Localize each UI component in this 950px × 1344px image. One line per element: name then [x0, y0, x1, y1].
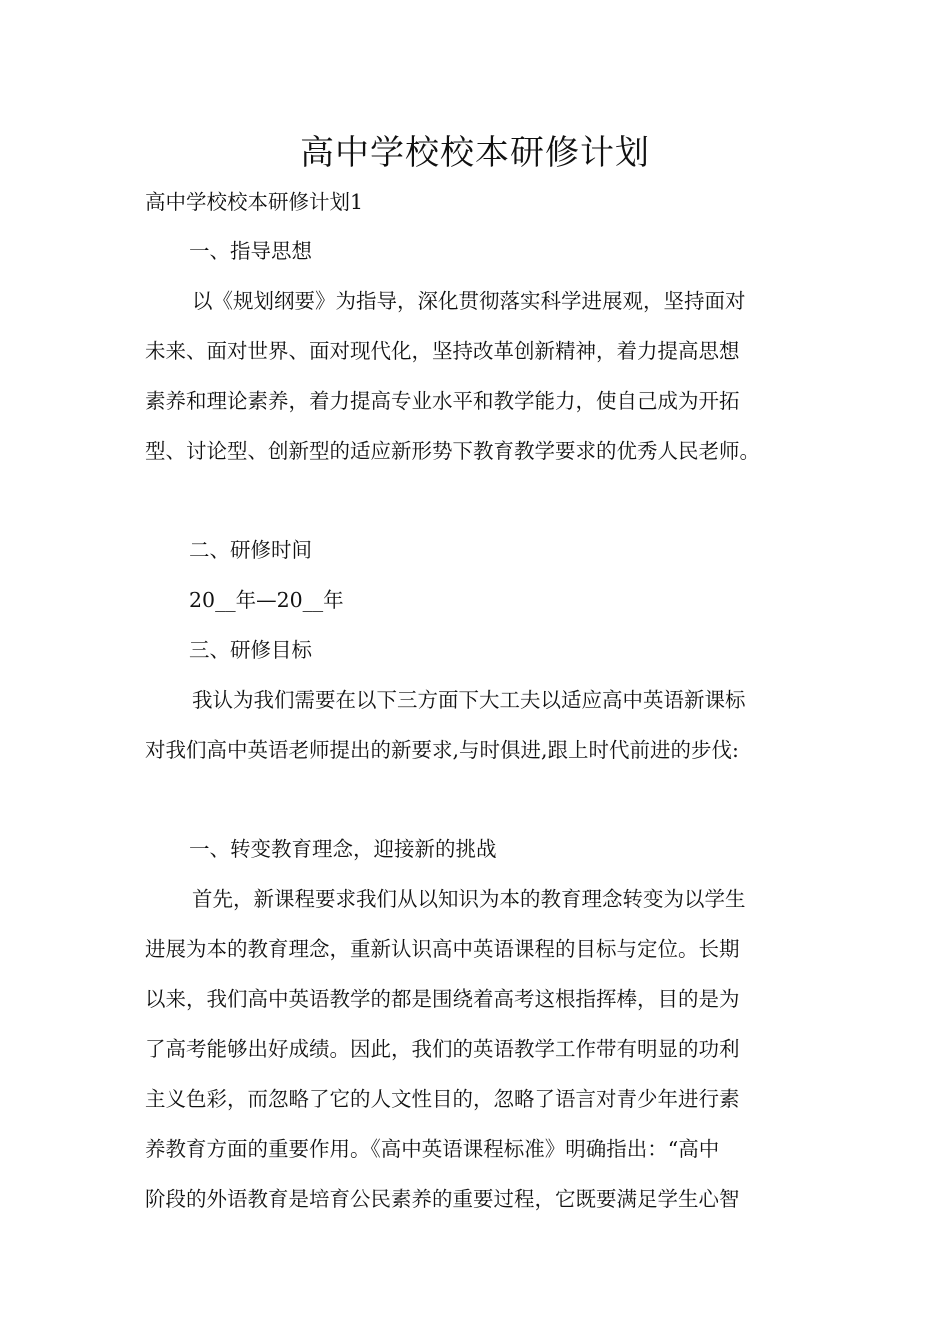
section-heading-training-goals: 三、研修目标 — [189, 638, 312, 662]
document-title: 高中学校校本研修计划 — [300, 133, 650, 173]
training-period: 20__年—20__年 — [189, 588, 344, 612]
paragraph-line: 我认为我们需要在以下三方面下大工夫以适应高中英语新课标 — [192, 688, 746, 712]
paragraph-line: 以来，我们高中英语教学的都是围绕着高考这根指挥棒，目的是为 — [145, 987, 740, 1011]
document-subtitle: 高中学校校本研修计划1 — [145, 190, 364, 214]
paragraph-line: 阶段的外语教育是培育公民素养的重要过程，它既要满足学生心智 — [145, 1187, 740, 1211]
section-heading-guiding-ideology: 一、指导思想 — [189, 239, 312, 263]
paragraph-line: 养教育方面的重要作用。《高中英语课程标准》明确指出：“高中 — [145, 1137, 720, 1161]
paragraph-line: 主义色彩，而忽略了它的人文性目的，忽略了语言对青少年进行素 — [145, 1087, 740, 1111]
paragraph-line: 未来、面对世界、面对现代化，坚持改革创新精神，着力提高思想 — [145, 339, 740, 363]
paragraph-line: 型、讨论型、创新型的适应新形势下教育教学要求的优秀人民老师。 — [145, 439, 760, 463]
paragraph-line: 首先，新课程要求我们从以知识为本的教育理念转变为以学生 — [192, 887, 746, 911]
paragraph-line: 以《规划纲要》为指导，深化贯彻落实科学进展观，坚持面对 — [192, 289, 746, 313]
paragraph-line: 了高考能够出好成绩。因此，我们的英语教学工作带有明显的功利 — [145, 1037, 740, 1061]
paragraph-line: 进展为本的教育理念，重新认识高中英语课程的目标与定位。长期 — [145, 937, 740, 961]
subsection-heading-change-concept: 一、转变教育理念，迎接新的挑战 — [189, 837, 497, 861]
paragraph-line: 对我们高中英语老师提出的新要求,与时俱进,跟上时代前进的步伐: — [145, 738, 739, 762]
paragraph-line: 素养和理论素养，着力提高专业水平和教学能力，使自己成为开拓 — [145, 389, 740, 413]
section-heading-training-time: 二、研修时间 — [189, 538, 312, 562]
